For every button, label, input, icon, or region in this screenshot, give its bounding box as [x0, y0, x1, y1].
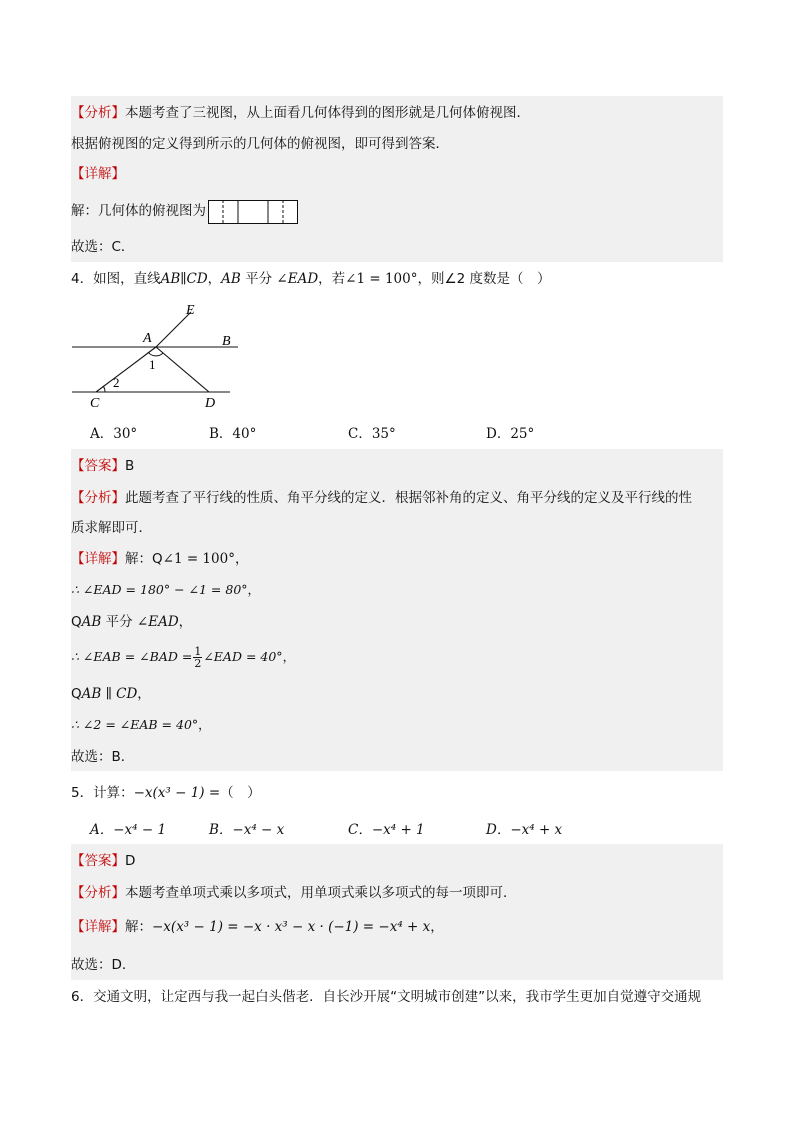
analysis-tag: 【分析】 — [71, 105, 125, 121]
top-view-figure — [208, 200, 298, 222]
q4-option-b[interactable]: B．40° — [209, 426, 257, 442]
q5-question: 5．计算：−x(x³ − 1) =（ ） — [71, 785, 261, 801]
q4-step1: 【详解】解：Q∠1 = 100°， — [71, 551, 249, 567]
q4-step5: QAB ∥ CD， — [71, 686, 151, 702]
label-B: B — [222, 334, 231, 349]
q3-detail-tag: 【详解】 — [71, 166, 125, 182]
q5-analysis: 【分析】本题考查单项式乘以多项式，用单项式乘以多项式的每一项即可． — [71, 885, 517, 901]
q4-option-a[interactable]: A．30° — [90, 426, 138, 442]
q4-option-d[interactable]: D．25° — [486, 426, 535, 442]
q4-analysis-cont: 质求解即可． — [71, 520, 152, 536]
q4-question: 4．如图，直线AB∥CD，AB 平分 ∠EAD，若∠1 = 100°，则∠2 度数是（ ） — [71, 271, 551, 287]
label-1: 1 — [149, 357, 156, 372]
q4-step2: ∴ ∠EAD = 180° − ∠1 = 80°， — [71, 582, 261, 597]
q5-option-d[interactable]: D．−x⁴ + x — [486, 822, 563, 838]
label-C: C — [90, 396, 100, 411]
q5-answer: 【答案】D — [71, 853, 136, 869]
q4-answer: 【答案】B — [71, 458, 135, 474]
q4-step4: ∴ ∠EAB = ∠BAD = $\frac{1}{2}$ ∠EAD = 40°， — [71, 645, 296, 670]
label-D: D — [205, 396, 216, 411]
fraction-one-half: $\frac{1}{2}$ — [194, 645, 202, 670]
q4-step3: QAB 平分 ∠EAD， — [71, 614, 193, 630]
q4-choice: 故选：B． — [71, 749, 135, 765]
q4-step6: ∴ ∠2 = ∠EAB = 40°， — [71, 717, 211, 732]
label-E: E — [186, 303, 195, 318]
q4-option-c[interactable]: C．35° — [348, 426, 396, 442]
q3-analysis-cont: 根据俯视图的定义得到所示的几何体的俯视图，即可得到答案． — [71, 136, 449, 152]
q5-solution-block — [71, 844, 723, 980]
q5-option-b[interactable]: B．−x⁴ − x — [209, 822, 285, 838]
q5-choice: 故选：D． — [71, 957, 136, 973]
q3-choice: 故选：C． — [71, 239, 135, 255]
q6-question: 6．交通文明，让定西与我一起白头偕老．自长沙开展“文明城市创建”以来，我市学生更加自觉遵守交通规 — [71, 989, 702, 1005]
parallel-lines-figure — [66, 298, 240, 412]
q5-option-a[interactable]: A．−x⁴ − 1 — [90, 822, 167, 838]
q5-detail: 【详解】解：−x(x³ − 1) = −x · x³ − x · (−1) = −x⁴ + x， — [71, 919, 444, 935]
q4-analysis: 【分析】此题考查了平行线的性质、角平分线的定义．根据邻补角的定义、角平分线的定义及平行线的性 — [71, 490, 692, 506]
q3-analysis: 【分析】本题考查了三视图，从上面看几何体得到的图形就是几何体俯视图． — [71, 105, 530, 121]
label-2: 2 — [113, 375, 120, 390]
q3-solution: 解：几何体的俯视图为 — [71, 199, 298, 223]
q5-option-c[interactable]: C．−x⁴ + 1 — [348, 822, 425, 838]
label-A: A — [143, 331, 152, 346]
